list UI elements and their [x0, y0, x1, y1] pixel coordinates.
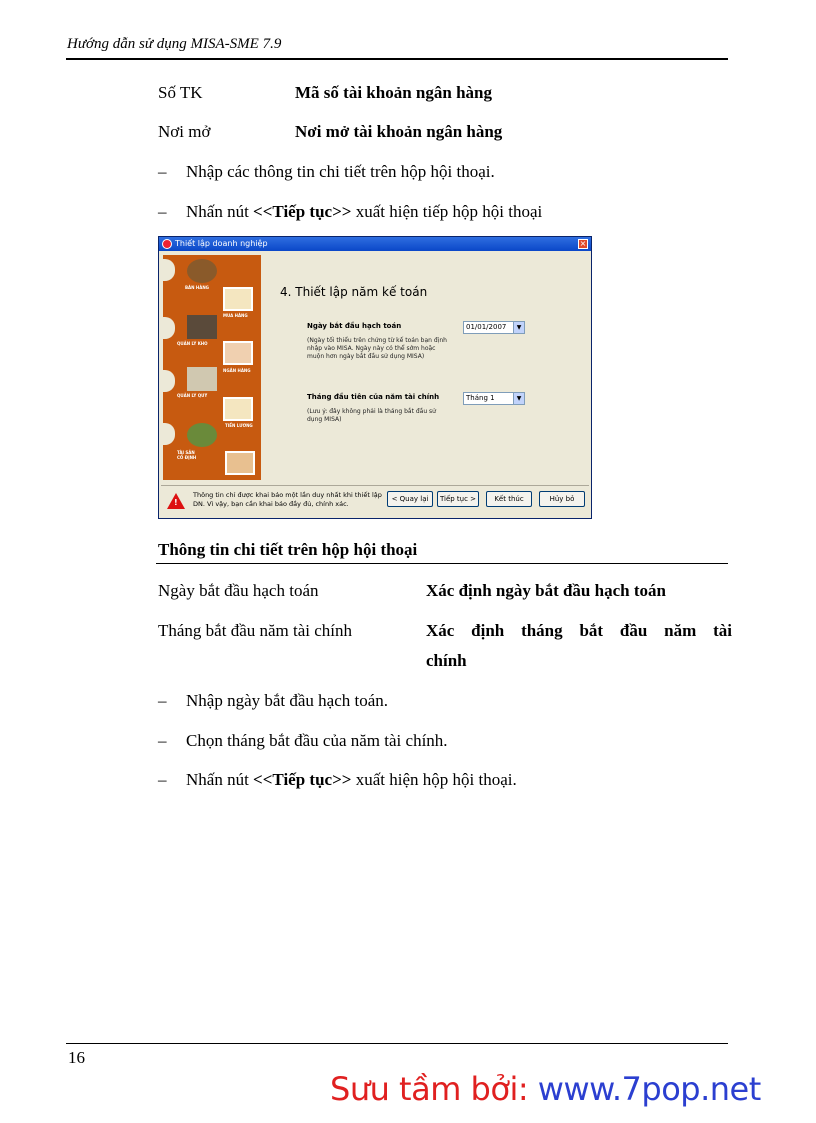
chevron-down-icon[interactable]: ▼ — [513, 393, 524, 404]
field-value-start-date: Xác định ngày bắt đầu hạch toán — [426, 581, 666, 600]
bullet-text-pre: Nhấn nút — [186, 202, 254, 221]
field-value-fiscal-month-cont: chính — [426, 651, 467, 670]
bank-icon[interactable] — [223, 341, 253, 365]
fiscal-month-value: Tháng 1 — [466, 394, 495, 402]
watermark-site[interactable]: www.7pop.net — [537, 1070, 761, 1108]
cash-icon[interactable] — [187, 367, 217, 391]
sidebar-label: QUẢN LÝ QUỸ — [177, 393, 208, 398]
chevron-down-icon[interactable]: ▼ — [513, 322, 524, 333]
sidebar-label: BÁN HÀNG — [185, 285, 209, 290]
purchase-icon[interactable] — [223, 287, 253, 311]
bullet-text — [186, 201, 542, 223]
header-title: Hướng dẫn sử dụng MISA-SME 7.9 — [67, 36, 282, 52]
bullet-dash: – — [158, 691, 167, 710]
bullet-text-pre: Nhấn nút — [186, 770, 254, 789]
dialog-heading: 4. Thiết lập năm kế toán — [280, 285, 428, 299]
sidebar-label: NGÂN HÀNG — [223, 368, 251, 373]
inventory-icon[interactable] — [187, 315, 217, 339]
fiscal-month-note: (Lưu ý: đây không phải là tháng bắt đầu sử dụng MISA) — [307, 408, 436, 423]
header-rule — [66, 58, 728, 60]
warning-mark: ! — [174, 498, 178, 507]
sales-icon[interactable] — [187, 259, 217, 283]
warning-text: Thông tin chỉ được khai báo một lần duy nhất khi thiết lập DN. Vì vậy, bạn cần khai báo đầy đủ, chính xác. — [193, 491, 382, 508]
dialog-title: Thiết lập doanh nghiệp — [175, 239, 268, 248]
bullet-text — [186, 769, 517, 791]
bullet-text: Chọn tháng bắt đầu của năm tài chính. — [186, 731, 448, 750]
sidebar-notch — [163, 423, 175, 445]
bullet-dash: – — [158, 731, 167, 750]
sidebar-label: TIỀN LƯƠNG — [225, 423, 253, 428]
sidebar-label: MUA HÀNG — [223, 313, 248, 318]
finish-button[interactable]: Kết thúc — [486, 491, 532, 507]
fiscal-month-select[interactable] — [463, 392, 525, 405]
misa-icon[interactable] — [225, 451, 255, 475]
button-reference: <<Tiếp tục>> — [253, 202, 352, 221]
dialog-titlebar — [159, 237, 591, 251]
cancel-button[interactable]: Hủy bỏ — [539, 491, 585, 507]
watermark-prefix: Sưu tầm bởi: — [330, 1070, 538, 1108]
sidebar-notch — [163, 317, 175, 339]
watermark — [330, 1070, 761, 1108]
module-sidebar — [163, 255, 261, 480]
bullet-text-post: xuất hiện tiếp hộp hội thoại — [351, 202, 543, 221]
footer-rule — [66, 1043, 728, 1044]
field-label-fiscal-month: Tháng bắt đầu năm tài chính — [158, 621, 353, 640]
fiscal-month-label: Tháng đầu tiên của năm tài chính — [307, 393, 440, 401]
field-label-account-no: Số TK — [158, 83, 203, 102]
field-value-bank-place: Nơi mở tài khoản ngân hàng — [295, 122, 503, 141]
field-label-bank-place: Nơi mở — [158, 122, 211, 141]
sidebar-notch — [163, 370, 175, 392]
fixed-asset-icon[interactable] — [187, 423, 217, 447]
next-button[interactable]: Tiếp tục > — [437, 491, 479, 507]
dialog-separator — [161, 485, 589, 486]
sidebar-label: TÀI SẢN CỐ ĐỊNH — [177, 450, 197, 460]
sidebar-label: QUẢN LÝ KHO — [177, 341, 208, 346]
bullet-text: Nhập các thông tin chi tiết trên hộp hội thoại. — [186, 162, 495, 181]
start-date-field[interactable] — [463, 321, 525, 334]
close-icon[interactable]: × — [579, 239, 587, 248]
start-date-label: Ngày bắt đầu hạch toán — [307, 322, 402, 330]
salary-icon[interactable] — [223, 397, 253, 421]
bullet-dash: – — [158, 162, 167, 181]
field-value-fiscal-month: Xác định tháng bắt đầu năm tài — [426, 621, 732, 640]
field-value-account-no: Mã số tài khoản ngân hàng — [295, 83, 492, 102]
start-date-value: 01/01/2007 — [466, 323, 507, 331]
start-date-note: (Ngày tối thiểu trên chứng từ kế toán bạn định nhập vào MISA. Ngày này có thể sớm hoặc muộn hơn ngày bắt đầu sử dụng MISA) — [307, 337, 447, 360]
section-title: Thông tin chi tiết trên hộp hội thoại — [158, 540, 418, 559]
dialog-content — [163, 255, 587, 483]
field-label-start-date: Ngày bắt đầu hạch toán — [158, 581, 319, 600]
page-number: 16 — [68, 1048, 85, 1067]
button-reference: <<Tiếp tục>> — [253, 770, 352, 789]
sidebar-notch — [163, 259, 175, 281]
bullet-dash: – — [158, 770, 167, 789]
bullet-dash: – — [158, 202, 167, 221]
app-icon — [162, 239, 172, 249]
back-button[interactable]: < Quay lại — [387, 491, 433, 507]
bullet-text: Nhập ngày bắt đầu hạch toán. — [186, 691, 389, 710]
bullet-text-post: xuất hiện hộp hội thoại. — [351, 770, 517, 789]
dialog-screenshot — [158, 236, 592, 519]
section-rule — [156, 563, 728, 564]
